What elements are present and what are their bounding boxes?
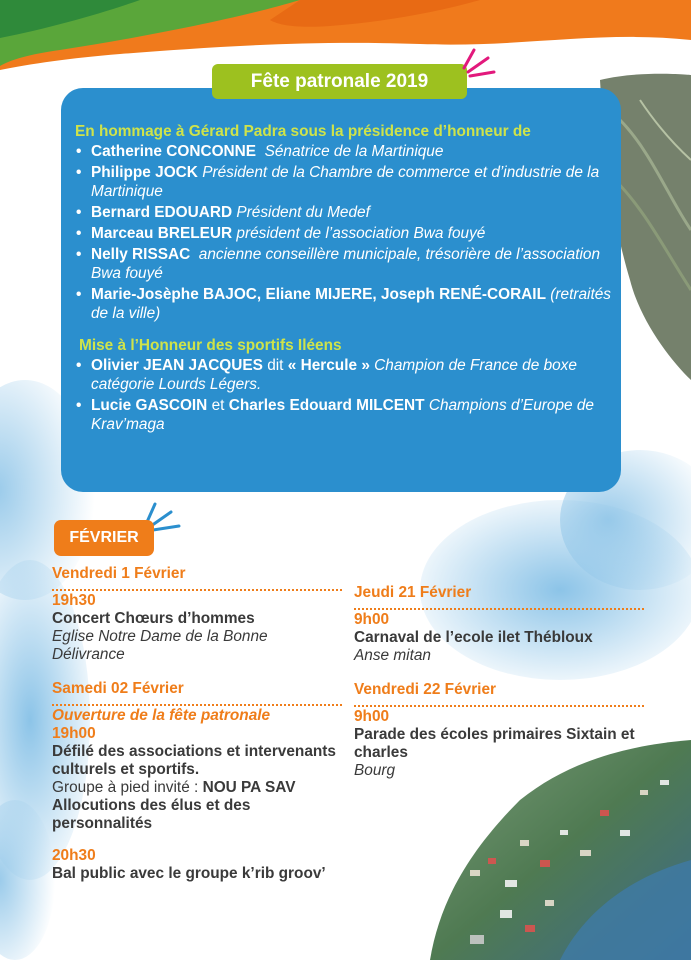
event-name: Carnaval de l’ecole ilet Thébloux — [354, 629, 593, 646]
event-time: 19h00 — [52, 725, 96, 742]
schedule-left — [52, 565, 342, 883]
event-place: Bourg — [354, 762, 396, 779]
month-badge: FÉVRIER — [54, 520, 154, 556]
list-item: • Marceau BRELEUR président de l’association Bwa fouyé — [75, 224, 615, 243]
list-item: • Catherine CONCONNE Sénatrice de la Martinique — [75, 142, 615, 161]
event-place: Anse mitan — [354, 647, 431, 664]
honor-list — [75, 142, 615, 323]
event-name: Bal public avec le groupe k’rib groov’ — [52, 865, 326, 882]
event-time: 20h30 — [52, 847, 96, 864]
event-name: Défilé des associations et intervenants culturels et sportifs. — [52, 743, 336, 778]
honor-panel — [61, 88, 621, 492]
event-time: 9h00 — [354, 611, 390, 628]
list-item: • Lucie GASCOIN et Charles Edouard MILCENT Champions d’Europe de Krav’maga — [75, 396, 615, 434]
sports-heading: Mise à l’Honneur des sportifs Iléens — [79, 337, 342, 354]
event-highlight: Ouverture de la fête patronale — [52, 707, 271, 724]
event-note: Groupe à pied invité : NOU PA SAV — [52, 779, 296, 796]
spark-burst-icon — [458, 46, 498, 86]
event-title-badge: Fête patronale 2019 — [212, 64, 467, 99]
day-heading: Vendredi 22 Février — [354, 681, 644, 707]
event-name: Concert Chœurs d’hommes — [52, 610, 255, 627]
list-item: • Philippe JOCK Président de la Chambre de commerce et d’industrie de la Martinique — [75, 163, 615, 201]
day-heading: Jeudi 21 Février — [354, 584, 644, 610]
sports-list — [75, 356, 615, 434]
event-name: Allocutions des élus et des personnalités — [52, 797, 251, 832]
list-item: • Nelly RISSAC ancienne conseillère municipale, trésorière de l’association Bwa fouyé — [75, 245, 615, 283]
schedule-right — [354, 584, 644, 780]
event-time: 19h30 — [52, 592, 96, 609]
day-heading: Samedi 02 Février — [52, 680, 342, 706]
list-item: • Olivier JEAN JACQUES dit « Hercule » Champion de France de boxe catégorie Lourds Légers. — [75, 356, 615, 394]
honor-heading: En hommage à Gérard Padra sous la présidence d’honneur de — [75, 123, 531, 140]
day-heading: Vendredi 1 Février — [52, 565, 342, 591]
list-item: • Marie-Josèphe BAJOC, Eliane MIJERE, Joseph RENÉ-CORAIL (retraités de la ville) — [75, 285, 615, 323]
list-item: • Bernard EDOUARD Président du Medef — [75, 203, 615, 222]
event-place: Eglise Notre Dame de la Bonne Délivrance — [52, 628, 268, 663]
event-name: Parade des écoles primaires Sixtain et charles — [354, 726, 635, 761]
event-time: 9h00 — [354, 708, 390, 725]
